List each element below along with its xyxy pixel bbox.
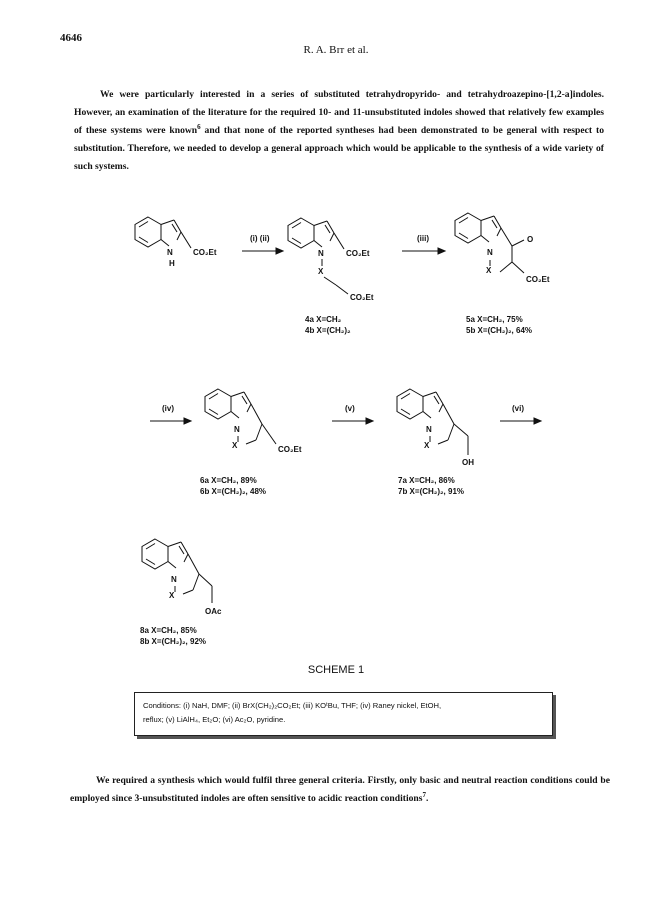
paragraph-criteria-text: We required a synthesis which would fulfil three general criteria. Firstly, only basic and neutral reaction conditions could be employed since 3-unsubstituted indoles are often sensitive to acidic reaction conditions <box>70 775 610 804</box>
atom-n: N <box>171 575 177 584</box>
arrow-step4 <box>332 404 373 424</box>
atom-x: X <box>318 267 324 276</box>
page-number: 4646 <box>60 32 82 44</box>
compound-4 <box>288 218 374 335</box>
arrow-step3-label: (iv) <box>162 404 174 413</box>
atom-h: H <box>169 259 175 268</box>
atom-oh: OH <box>462 458 474 467</box>
label-6b: 6b X=(CH₂)₂, 48% <box>200 487 267 496</box>
label-8a: 8a X=CH₂, 85% <box>140 626 197 635</box>
conditions-line-2: reflux; (v) LiAlH₄, Et₂O; (vi) Ac₂O, pyridine. <box>143 715 286 724</box>
atom-x: X <box>424 441 430 450</box>
running-head-text: R. A. Bɪᴛ et al. <box>303 44 369 56</box>
atom-co2et: CO₂Et <box>346 249 370 258</box>
label-8b: 8b X=(CH₂)₂, 92% <box>140 637 207 646</box>
paragraph-intro-text: We were particularly interested in a series of substituted tetrahydropyrido- and tetrahydroazepino-[1,2-a]indoles. However, an examination of the literature for the required 10- and 11-unsubstituted indoles showed that relatively few examples of these systems were known <box>74 89 604 136</box>
conditions-line-1: Conditions: (i) NaH, DMF; (ii) BrX(CH₂)₂CO₂Et; (iii) KOᵗBu, THF; (iv) Raney nickel, EtOH, <box>143 701 442 710</box>
atom-o: O <box>527 235 534 244</box>
arrow-step1 <box>242 234 283 254</box>
arrow-step1-label: (i) (ii) <box>250 234 270 243</box>
reference-7: 7 <box>422 790 426 799</box>
paragraph-intro-end: and that none of the reported syntheses had been demonstrated to be general with respect to substitution. Therefore, we needed to develop a general approach which would be applicable to the synthesis of a wide variety of such systems. <box>74 125 604 172</box>
compound-7 <box>397 389 474 496</box>
compound-8 <box>140 539 222 646</box>
paragraph-criteria-end: . <box>426 793 429 804</box>
atom-co2et: CO₂Et <box>526 275 550 284</box>
reference-6: 6 <box>197 122 201 131</box>
arrow-step4-label: (v) <box>345 404 355 413</box>
label-4b: 4b X=(CH₂)₂ <box>305 326 351 335</box>
arrow-step2 <box>402 234 445 254</box>
atom-co2et: CO₂Et <box>193 248 217 257</box>
compound-5 <box>455 213 550 335</box>
atom-co2et: CO₂Et <box>350 293 374 302</box>
label-5a: 5a X=CH₂, 75% <box>466 315 523 324</box>
arrow-step5 <box>500 404 541 424</box>
atom-n: N <box>487 248 493 257</box>
atom-n: N <box>426 425 432 434</box>
atom-x: X <box>232 441 238 450</box>
atom-oac: OAc <box>205 607 222 616</box>
atom-n: N <box>234 425 240 434</box>
label-4a: 4a X=CH₂ <box>305 315 342 324</box>
label-6a: 6a X=CH₂, 89% <box>200 476 257 485</box>
arrow-step2-label: (iii) <box>417 234 429 243</box>
atom-n: N <box>318 249 324 258</box>
atom-co2et: CO₂Et <box>278 445 302 454</box>
atom-n: N <box>167 248 173 257</box>
paragraph-criteria <box>70 772 610 808</box>
conditions-text <box>143 699 544 727</box>
arrow-step3 <box>150 404 191 424</box>
atom-x: X <box>169 591 175 600</box>
label-5b: 5b X=(CH₂)₂, 64% <box>466 326 533 335</box>
conditions-box <box>134 692 553 736</box>
compound-indole-ester <box>135 217 217 268</box>
label-7a: 7a X=CH₂, 86% <box>398 476 455 485</box>
arrow-step5-label: (vi) <box>512 404 524 413</box>
scheme-title: SCHEME 1 <box>307 664 365 676</box>
atom-x: X <box>486 266 492 275</box>
compound-6 <box>200 389 302 496</box>
label-7b: 7b X=(CH₂)₂, 91% <box>398 487 465 496</box>
